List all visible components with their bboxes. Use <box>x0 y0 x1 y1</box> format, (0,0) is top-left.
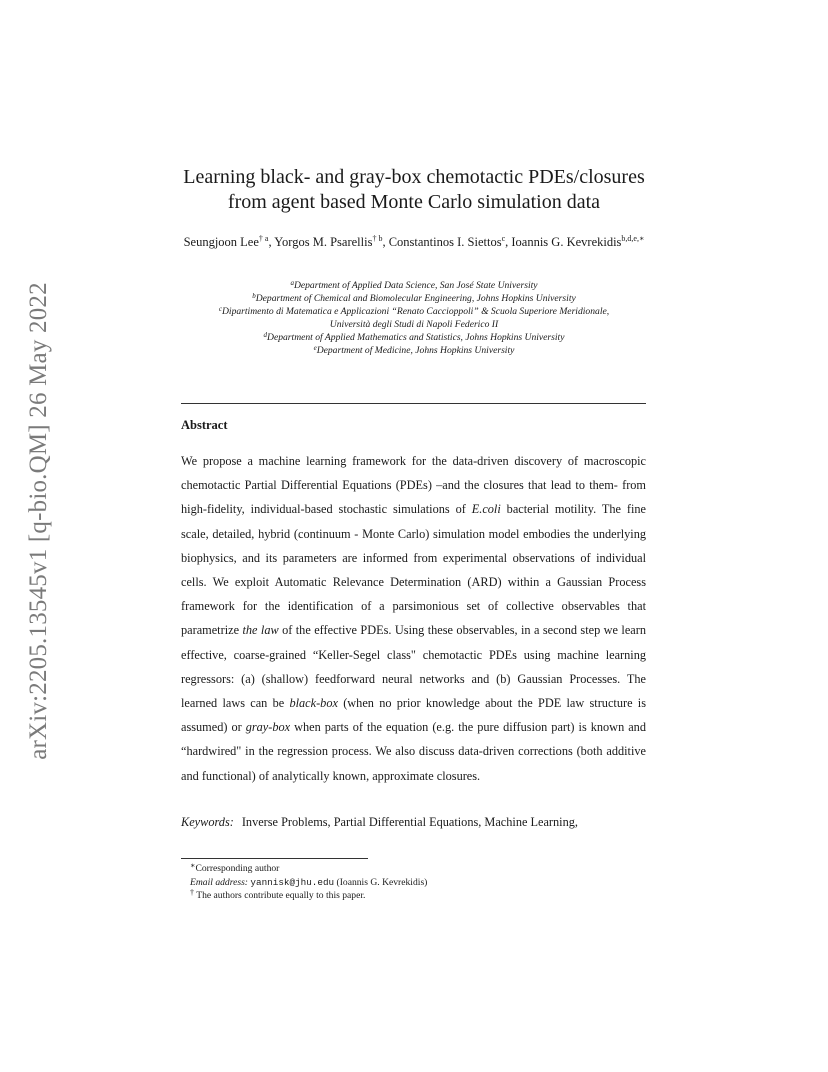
abstract-text: We propose a machine learning framework for the data-driven discovery of macroscopic chemotactic Partial Differential Equations (PDEs) –and the closures that lead to them- from high-fidelity, individual-based stochastic simulations of <box>181 454 646 517</box>
abstract-text: of the effective PDEs. Using these observables, in a second step we learn effective, coarse-grained “Keller-Segel class" chemotactic PDEs using machine learning regressors: (a) (shallow) feedforward neural networks and (b) Gaussian Processes. The learned laws can be <box>181 623 646 711</box>
paper-title <box>120 165 708 215</box>
abstract-text: bacterial motility. The fine scale, detailed, hybrid (continuum - Monte Carlo) simulation model embodies the underlying biophysics, and its parameters are informed from experimental observations of individual cells. We exploit Automatic Relevance Determination (ARD) within a Gaussian Process framework for the identification of a parsimonious set of collective observables that parametrize <box>181 502 646 638</box>
affiliation <box>150 305 678 318</box>
arxiv-sidebar <box>24 256 54 786</box>
footnote-mark: † <box>190 888 194 897</box>
affiliation-mark: d <box>263 331 268 339</box>
author-name: Yorgos M. Psarellis <box>274 235 373 249</box>
abstract-text: when parts of the equation (e.g. the pure diffusion part) is known and “hardwired" in the regression process. We also discuss data-driven corrections (both additive and functional) of analytically known, approximate closures. <box>181 720 646 783</box>
footnote-rule <box>181 858 368 859</box>
affiliation-text: Department of Applied Data Science, San José State University <box>293 280 538 291</box>
keywords-text: Inverse Problems, Partial Differential Equations, Machine Learning, <box>241 815 578 829</box>
author-affiliation-mark: b,d,e,∗ <box>621 234 645 243</box>
keywords-label: Keywords: <box>181 815 234 829</box>
title-line-1: Learning black- and gray-box chemotactic PDEs/closures <box>183 166 645 188</box>
abstract-italic-term: E.coli <box>471 502 501 517</box>
affiliation <box>150 344 678 357</box>
keywords <box>181 815 646 830</box>
affiliation-mark: b <box>252 292 256 300</box>
abstract-italic-term: black-box <box>289 696 338 711</box>
author-separator: , <box>382 235 389 249</box>
abstract-top-rule <box>181 403 646 404</box>
footnotes <box>190 862 427 903</box>
affiliation-mark: a <box>290 279 294 287</box>
footnote-corresponding <box>190 862 427 876</box>
email-label: Email address: <box>190 876 249 888</box>
author-name: Seungjoon Lee <box>183 235 259 249</box>
abstract-italic-term: gray-box <box>245 720 291 735</box>
footnote-email <box>190 876 427 890</box>
footnote-mark: ∗ <box>190 861 196 870</box>
footnote-text: The authors contribute equally to this paper. <box>196 890 366 901</box>
author-affiliation-mark: c <box>501 234 506 243</box>
affiliation-mark: c <box>218 305 222 313</box>
affiliation <box>150 279 678 292</box>
abstract-body <box>181 449 646 788</box>
footnote-equal-contribution <box>190 889 427 903</box>
affiliation-list <box>150 279 678 357</box>
email-link[interactable]: yannisk@jhu.edu <box>250 876 335 888</box>
affiliation-text: Department of Medicine, Johns Hopkins University <box>316 345 515 356</box>
title-line-2: from agent based Monte Carlo simulation data <box>227 191 601 213</box>
author-affiliation-mark: † a <box>258 234 269 243</box>
author-list <box>150 234 678 250</box>
email-owner: (Ioannis G. Kevrekidis) <box>336 876 428 888</box>
author-name: Ioannis G. Kevrekidis <box>511 235 622 249</box>
arxiv-identifier[interactable]: arXiv:2205.13545v1 [q-bio.QM] 26 May 2022 <box>25 282 52 760</box>
abstract-italic-term: the law <box>242 623 279 638</box>
affiliation <box>150 318 678 331</box>
abstract-text: (when no prior knowledge about the PDE law structure is assumed) or <box>181 696 646 735</box>
footnote-text: Corresponding author <box>195 863 280 874</box>
author-separator: , <box>505 235 512 249</box>
abstract-heading: Abstract <box>181 418 228 432</box>
affiliation-text: Università degli Studi di Napoli Federico II <box>329 319 499 330</box>
author-separator: , <box>268 235 275 249</box>
affiliation-text: Dipartimento di Matematica e Applicazioni “Renato Caccioppoli” & Scuola Superiore Meridionale, <box>221 306 610 317</box>
affiliation-mark: e <box>313 344 317 352</box>
author-name: Constantinos I. Siettos <box>388 235 502 249</box>
affiliation-text: Department of Applied Mathematics and Statistics, Johns Hopkins University <box>267 332 565 343</box>
author-affiliation-mark: † b <box>372 234 383 243</box>
affiliation <box>150 292 678 305</box>
affiliation <box>150 331 678 344</box>
affiliation-text: Department of Chemical and Biomolecular Engineering, Johns Hopkins University <box>255 293 576 304</box>
